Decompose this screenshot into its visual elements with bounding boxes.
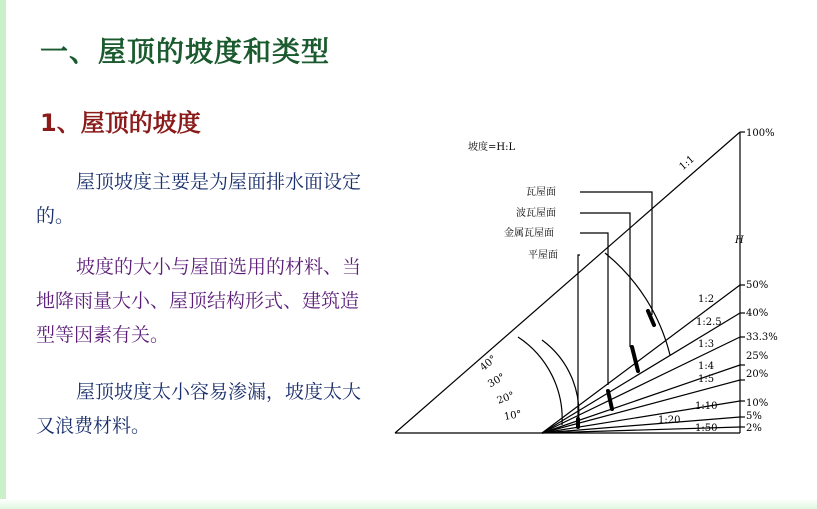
ratio-1-1: 1:1 [677,153,697,173]
ratio-1-50: 1:50 [695,423,718,434]
slide-title: 一、屋顶的坡度和类型 [40,35,331,68]
roof-slope-diagram [380,125,800,445]
ratio-1-10: 1:10 [695,401,718,412]
percent-40: 40% [746,308,769,319]
angle-40: 40° [478,353,499,374]
paragraph-factors: 坡度的大小与屋面选用的材料、当地降雨量大小、屋顶结构形式、建筑造型等因素有关。 [36,256,362,346]
paragraph-tradeoff: 屋顶坡度太小容易渗漏，坡度太大又浪费材料。 [36,381,362,437]
label-metal-roof: 金属瓦屋面 [504,228,554,239]
label-tile-roof: 瓦屋面 [526,187,556,198]
percent-5: 5% [746,411,762,422]
percent-20: 20% [746,369,769,380]
slope-1-3-line [542,337,740,433]
ratio-1-5: 1:5 [698,374,715,385]
slope-1-2.5-line [542,313,740,433]
slide-bottom-accent [0,499,817,509]
angle-10: 10° [503,409,523,423]
tile-roof-range-mark [648,311,654,325]
label-corrugated-roof: 波瓦屋面 [516,208,556,219]
slide-left-accent [0,0,6,509]
height-h-label: H [735,235,744,246]
ratio-1-2: 1:2 [698,294,715,305]
slope-1-1-line [395,132,740,433]
corrugated-roof-range-mark [632,347,638,371]
slope-formula: 坡度=H:L [468,142,516,153]
ratio-1-3: 1:3 [698,339,715,350]
label-flat-roof: 平屋面 [528,250,558,261]
percent-25: 25% [746,351,769,362]
large-angle-arc [605,253,670,355]
ratio-1-20: 1:20 [658,415,681,426]
percent-2: 2% [746,423,762,434]
small-angle-arc [518,337,562,425]
section-subtitle: 1、屋顶的坡度 [40,109,201,137]
percent-33: 33.3% [746,332,778,343]
leader-metal-roof [580,233,608,385]
angle-30: 30° [486,371,508,391]
ratio-1-4: 1:4 [698,361,715,372]
leader-tile-roof [580,192,652,315]
leader-flat-roof [578,255,580,420]
angle-20: 20° [495,390,517,407]
ratio-1-2.5: 1:2.5 [696,317,722,328]
paragraph-drainage: 屋顶坡度主要是为屋面排水面设定的。 [36,171,362,227]
metal-roof-range-mark [608,391,612,409]
angle-arc-inner [542,340,579,425]
percent-10: 10% [746,398,769,409]
percent-100: 100% [746,128,775,139]
percent-50: 50% [746,280,769,291]
